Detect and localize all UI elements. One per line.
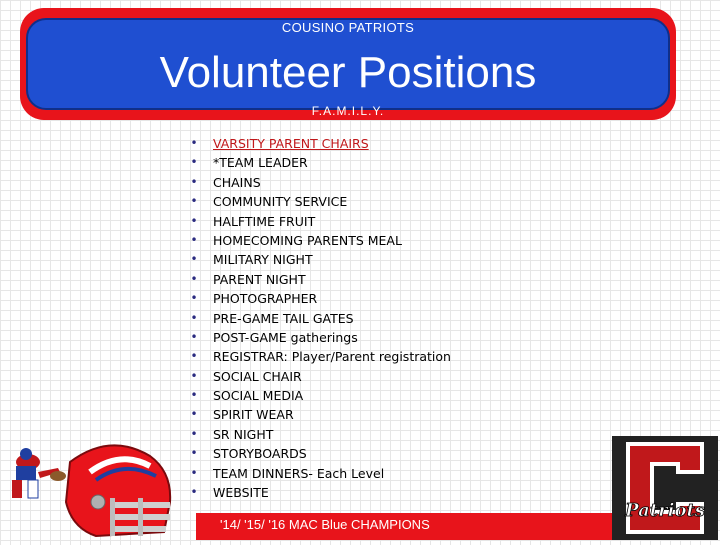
list-item-label: CHAINS: [213, 174, 261, 190]
bullet-icon: •: [190, 194, 198, 209]
bullet-icon: •: [190, 388, 198, 403]
bullet-icon: •: [190, 426, 198, 441]
list-item-label: PARENT NIGHT: [213, 271, 306, 287]
bullet-icon: •: [190, 329, 198, 344]
list-item-label: STORYBOARDS: [213, 446, 307, 462]
list-item-label: SOCIAL MEDIA: [213, 388, 304, 404]
bullet-icon: •: [190, 271, 198, 286]
page-title: Volunteer Positions: [159, 48, 537, 97]
list-item-label: SOCIAL CHAIR: [213, 368, 302, 384]
bullet-icon: •: [190, 349, 198, 364]
bullet-icon: •: [190, 407, 198, 422]
patriot-helmet-logo: [0, 432, 186, 540]
org-name: COUSINO PATRIOTS: [281, 20, 415, 35]
bullet-icon: •: [190, 291, 198, 306]
bullet-icon: •: [190, 252, 198, 267]
bullet-icon: •: [190, 136, 198, 150]
helmet-icon: [66, 445, 170, 536]
list-item-label: REGISTRAR: Player/Parent registration: [213, 349, 451, 365]
list-item-label: SR NIGHT: [213, 426, 274, 442]
patriots-c-logo: [612, 436, 718, 540]
bullet-icon: •: [190, 368, 198, 383]
patriots-logo-icon: [612, 436, 718, 540]
list-item-label: HOMECOMING PARENTS MEAL: [213, 232, 402, 248]
footer-bar: [196, 513, 612, 540]
list-item-label: MILITARY NIGHT: [213, 252, 313, 268]
list-item-label: COMMUNITY SERVICE: [213, 194, 348, 210]
list-item-label: POST-GAME gatherings: [213, 329, 358, 345]
bullet-icon: •: [190, 465, 198, 480]
bullet-icon: •: [190, 485, 198, 500]
bullet-icon: •: [190, 155, 198, 170]
list-item-label: PHOTOGRAPHER: [213, 291, 318, 307]
list-item-label: WEBSITE: [213, 485, 269, 501]
patriot-figure-icon: [12, 448, 66, 498]
title-banner: [20, 8, 676, 120]
patriots-script-text: Patriots: [625, 500, 705, 521]
list-item-label: *TEAM LEADER: [213, 155, 308, 171]
bullet-icon: •: [190, 310, 198, 325]
helmet-logo-icon: [0, 432, 186, 540]
bullet-icon: •: [190, 232, 198, 247]
list-item-label: PRE-GAME TAIL GATES: [213, 310, 354, 326]
bullet-icon: •: [190, 446, 198, 461]
bullet-icon: •: [190, 174, 198, 189]
footer-text: '14/ '15/ '16 MAC Blue CHAMPIONS: [220, 517, 430, 532]
bullet-icon: •: [190, 213, 198, 228]
list-item-label[interactable]: VARSITY PARENT CHAIRS: [213, 136, 369, 151]
list-item-label: SPIRIT WEAR: [213, 407, 294, 423]
subtitle: F.A.M.I.L.Y.: [311, 104, 385, 118]
list-item-label: TEAM DINNERS- Each Level: [213, 465, 385, 481]
list-item-label: HALFTIME FRUIT: [213, 213, 316, 229]
